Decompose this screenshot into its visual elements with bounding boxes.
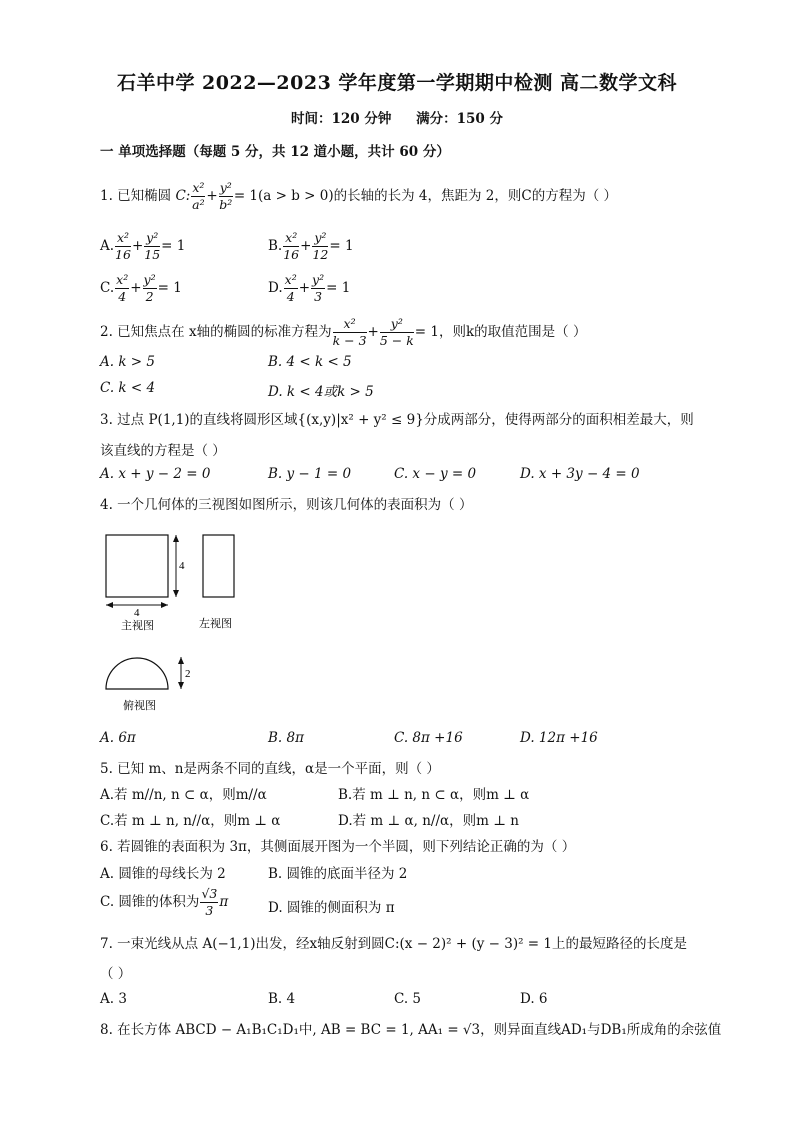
q1-option-a[interactable]: A. $\frac{\text{x²}}{16}$ + $\frac{\text{y²}}{15}$ = 1 [100, 230, 186, 262]
exam-info [0, 107, 794, 127]
q4-option-d[interactable]: D. 12π +16 [520, 730, 598, 746]
q2-option-a[interactable]: A. k > 5 [100, 354, 155, 370]
section-heading: 一 单项选择题（每题 5 分，共 12 道小题，共计 60 分） [100, 144, 450, 160]
question-5: 5. 已知 m、n是两条不同的直线，α是一个平面，则（ ） [100, 761, 440, 777]
q5-option-b[interactable]: B.若 m ⊥ n, n ⊂ α，则m ⊥ α [338, 787, 530, 803]
side-view-rect [203, 535, 234, 597]
question-3-line-1: 3. 过点 P(1,1)的直线将圆形区域{(x,y)|x² + y² ≤ 9}分成两部分，使得两部分的面积相差最大，则 [100, 412, 694, 428]
q3-option-c[interactable]: C. x − y = 0 [394, 466, 477, 482]
top-view-label: 俯视图 [123, 700, 156, 712]
q7-option-a[interactable]: A. 3 [100, 991, 127, 1007]
q2-option-c[interactable]: C. k < 4 [100, 380, 156, 396]
front-view-rect [106, 535, 168, 597]
question-1: 1. 已知椭圆 C: $\frac{\text{x²}}{\text{a²}}$ + $\frac{\text{y²}}{\text{b²}}$ = 1(a > b > 0)的长轴的长为 4，焦距为 2，则C的方程为（ ） [100, 180, 617, 212]
q6-option-b[interactable]: B. 圆锥的底面半径为 2 [268, 866, 408, 882]
full-score: 满分：150 分 [416, 111, 503, 127]
question-2: 2. 已知焦点在 x轴的椭圆的标准方程为 $\frac{\text{x²}}{k - 3}$ + $\frac{\text{y²}}{5 - k}$ = 1，则k的取值范围是（ ） [100, 316, 587, 348]
q2-option-b[interactable]: B. 4 < k < 5 [268, 354, 352, 370]
q4-option-a[interactable]: A. 6π [100, 730, 136, 746]
question-8: 8. 在长方体 ABCD − A₁B₁C₁D₁中, AB = BC = 1, AA₁ = √3，则异面直线AD₁与DB₁所成角的余弦值 [100, 1022, 722, 1038]
q5-option-a[interactable]: A.若 m//n, n ⊂ α，则m//α [100, 787, 267, 803]
q1-frac-y: $\frac{\text{y²}}{\text{b²}}$ [219, 180, 233, 212]
q7-option-b[interactable]: B. 4 [268, 991, 296, 1007]
q1-rest: = 1(a > b > 0)的长轴的长为 4，焦距为 2，则C的方程为（ ） [233, 188, 617, 204]
question-4: 4. 一个几何体的三视图如图所示，则该几何体的表面积为（ ） [100, 497, 473, 513]
three-view-figure [96, 528, 256, 718]
q1-curve-name: C: [175, 188, 191, 204]
question-6: 6. 若圆锥的表面积为 3π，其侧面展开图为一个半圆，则下列结论正确的为（ ） [100, 839, 576, 855]
q6-option-c[interactable]: C. 圆锥的体积为 $\frac{√3}{3}$ π [100, 886, 229, 918]
q7-option-c[interactable]: C. 5 [394, 991, 422, 1007]
time-limit: 时间：120 分钟 [291, 111, 392, 127]
front-view-label: 主视图 [121, 620, 154, 632]
q6-option-d[interactable]: D. 圆锥的侧面积为 π [268, 900, 395, 916]
q5-option-d[interactable]: D.若 m ⊥ α, n//α，则m ⊥ n [338, 813, 519, 829]
q4-option-c[interactable]: C. 8π +16 [394, 730, 463, 746]
question-3-line-2: 该直线的方程是（ ） [100, 443, 226, 459]
q5-option-c[interactable]: C.若 m ⊥ n, n//α，则m ⊥ α [100, 813, 281, 829]
q1-option-b[interactable]: B. $\frac{\text{x²}}{16}$ + $\frac{\text{y²}}{12}$ = 1 [268, 230, 354, 262]
q2-option-d[interactable]: D. k < 4或k > 5 [268, 384, 374, 400]
q1-option-c[interactable]: C. $\frac{\text{x²}}{4}$ + $\frac{\text{y²}}{2}$ = 1 [100, 272, 182, 304]
q1-frac-x: $\frac{\text{x²}}{\text{a²}}$ [192, 180, 205, 212]
width-dim-label: 4 [134, 607, 140, 619]
page-title: 石羊中学 2022—2023 学年度第一学期期中检测 高二数学文科 [116, 72, 678, 94]
question-7-line-2: （ ） [100, 966, 132, 982]
question-7-line-1: 7. 一束光线从点 A(−1,1)出发，经x轴反射到圆C:(x − 2)² + (y − 3)² = 1上的最短路径的长度是 [100, 936, 687, 952]
top-view-semicircle [106, 658, 168, 689]
q1-option-d[interactable]: D. $\frac{\text{x²}}{4}$ + $\frac{\text{y²}}{3}$ = 1 [268, 272, 351, 304]
q7-option-d[interactable]: D. 6 [520, 991, 548, 1007]
q3-option-a[interactable]: A. x + y − 2 = 0 [100, 466, 211, 482]
radius-dim-label: 2 [185, 668, 191, 680]
side-view-label: 左视图 [199, 618, 232, 630]
height-dim-label: 4 [179, 560, 185, 572]
q1-prefix: 1. 已知椭圆 [100, 188, 176, 204]
q4-option-b[interactable]: B. 8π [268, 730, 304, 746]
q3-option-d[interactable]: D. x + 3y − 4 = 0 [520, 466, 640, 482]
q6-option-a[interactable]: A. 圆锥的母线长为 2 [100, 866, 226, 882]
q3-option-b[interactable]: B. y − 1 = 0 [268, 466, 352, 482]
